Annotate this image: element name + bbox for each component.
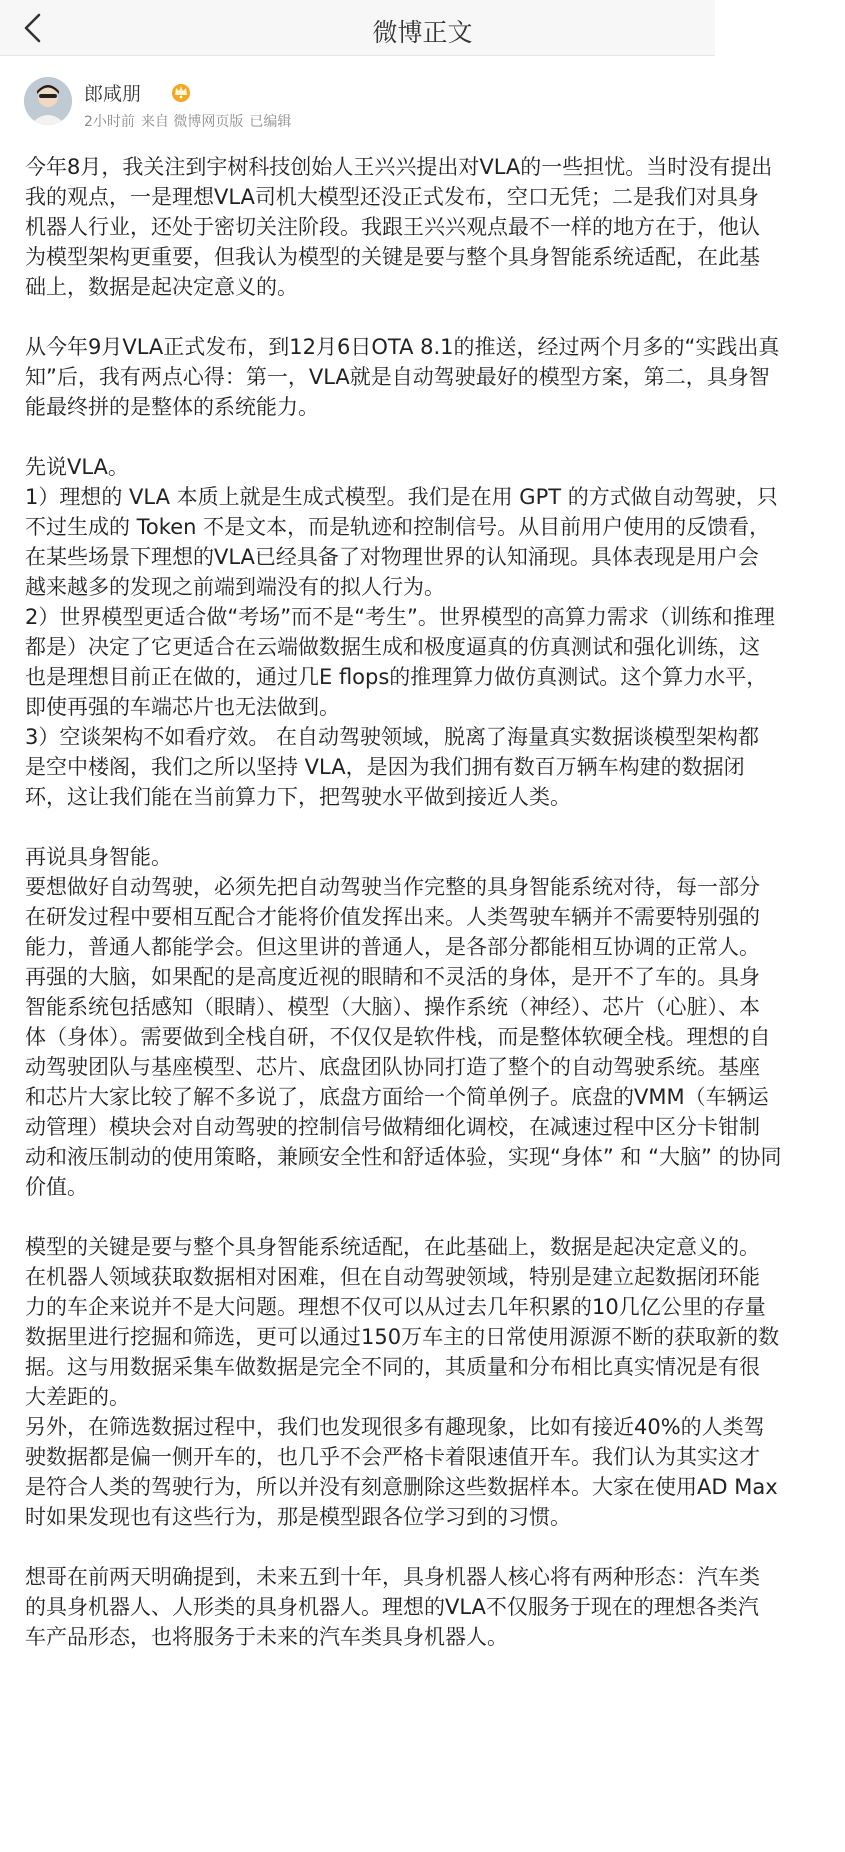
paragraph-gap	[25, 302, 825, 332]
paragraph-gap	[25, 812, 825, 842]
top-navigation-bar	[0, 0, 845, 56]
page-title: 微博正文	[372, 18, 473, 47]
post-body	[25, 152, 825, 1652]
post-paragraph-1: 今年8月，我关注到宇树科技创始人王兴兴提出对VLA的一些担忧。当时没有提出 我的观点，一是理想VLA司机大模型还没正式发布，空口无凭；二是我们对具身 机器人行业，还处于密切关注阶段。我跟王兴兴观点最不一样的地方在于，他认 为模型架构更重要，但我认为模型的关键是要与整个具身智能系统适配，在此基 础上，数据是起决定意义的。	[25, 155, 773, 299]
post-paragraph-3: 先说VLA。 1）理想的 VLA 本质上就是生成式模型。我们是在用 GPT 的方式做自动驾驶，只 不过生成的 Token 不是文本，而是轨迹和控制信号。从目前用户使用的反馈看， 在某些场景下理想的VLA已经具备了对物理世界的认知涌现。具体表现是用户会 越来越多的发现之前端到端没有的拟人行为。 2）世界模型更适合做“考场”而不是“考生”。世界模型的高算力需求（训练和推理 都是）决定了它更适合在云端做数据生成和极度逼真的仿真测试和强化训练，这 也是理想目前正在做的，通过几E flops的推理算力做仿真测试。这个算力水平， 即使再强的车端芯片也无法做到。 3）空谈架构不如看疗效。 在自动驾驶领域，脱离了海量真实数据谈模型架构都 是空中楼阁，我们之所以坚持 VLA，是因为我们拥有数百万辆车构建的数据闭 环，这让我们能在当前算力下，把驾驶水平做到接近人类。	[25, 455, 778, 809]
post-source: 来自 微博网页版	[140, 114, 244, 130]
vip-crown-icon	[170, 81, 192, 103]
avatar[interactable]	[24, 77, 72, 125]
post-time: 2小时前	[84, 114, 135, 130]
paragraph-gap	[25, 1202, 825, 1232]
post-paragraph-2: 从今年9月VLA正式发布，到12月6日OTA 8.1的推送，经过两个月多的“实践出真 知”后，我有两点心得：第一，VLA就是自动驾驶最好的模型方案，第二，具身智 能最终拼的是整体的系统能力。	[25, 335, 780, 419]
paragraph-gap	[25, 1532, 825, 1562]
corner-overlay	[715, 0, 845, 58]
user-avatar-icon	[24, 77, 72, 125]
post-paragraph-4: 再说具身智能。 要想做好自动驾驶，必须先把自动驾驶当作完整的具身智能系统对待，每一部分 在研发过程中要相互配合才能将价值发挥出来。人类驾驶车辆并不需要特别强的 能力，普通人都能学会。但这里讲的普通人，是各部分都能相互协调的正常人。 再强的大脑，如果配的是高度近视的眼睛和不灵活的身体，是开不了车的。具身 智能系统包括感知（眼睛）、模型（大脑）、操作系统（神经）、芯片（心脏）、本 体（身体）。需要做到全栈自研，不仅仅是软件栈，而是整体软硬全栈。理想的自 动驾驶团队与基座模型、芯片、底盘团队协同打造了整个的自动驾驶系统。基座 和芯片大家比较了解不多说了，底盘方面给一个简单例子。底盘的VMM（车辆运 动管理）模块会对自动驾驶的控制信号做精细化调校，在减速过程中区分卡钳制 动和液压制动的使用策略，兼顾安全性和舒适体验，实现“身体” 和 “大脑” 的协同 价值。	[25, 845, 782, 1199]
post-meta	[84, 111, 297, 131]
post-paragraph-5: 模型的关键是要与整个具身智能系统适配，在此基础上，数据是起决定意义的。 在机器人领域获取数据相对困难，但在自动驾驶领域，特别是建立起数据闭环能 力的车企来说并不是大问题。理想不仅可以从过去几年积累的10几亿公里的存量 数据里进行挖掘和筛选，更可以通过150万车主的日常使用源源不断的获取新的数 据。这与用数据采集车做数据是完全不同的，其质量和分布相比真实情况是有很 大差距的。 另外，在筛选数据过程中，我们也发现很多有趣现象，比如有接近40%的人类驾 驶数据都是偏一侧开车的，也几乎不会严格卡着限速值开车。我们认为其实这才 是符合人类的驾驶行为，所以并没有刻意删除这些数据样本。大家在使用AD Max 时如果发现也有这些行为，那是模型跟各位学习到的习惯。	[25, 1235, 780, 1529]
paragraph-gap	[25, 422, 825, 452]
post-paragraph-6: 想哥在前两天明确提到，未来五到十年，具身机器人核心将有两种形态：汽车类 的具身机器人、人形类的具身机器人。理想的VLA不仅服务于现在的理想各类汽 车产品形态，也将服务于未来的汽车类具身机器人。	[25, 1565, 760, 1649]
author-row	[24, 77, 724, 133]
edited-label: 已编辑	[249, 114, 292, 130]
author-name[interactable]: 郎咸朋	[84, 83, 142, 105]
